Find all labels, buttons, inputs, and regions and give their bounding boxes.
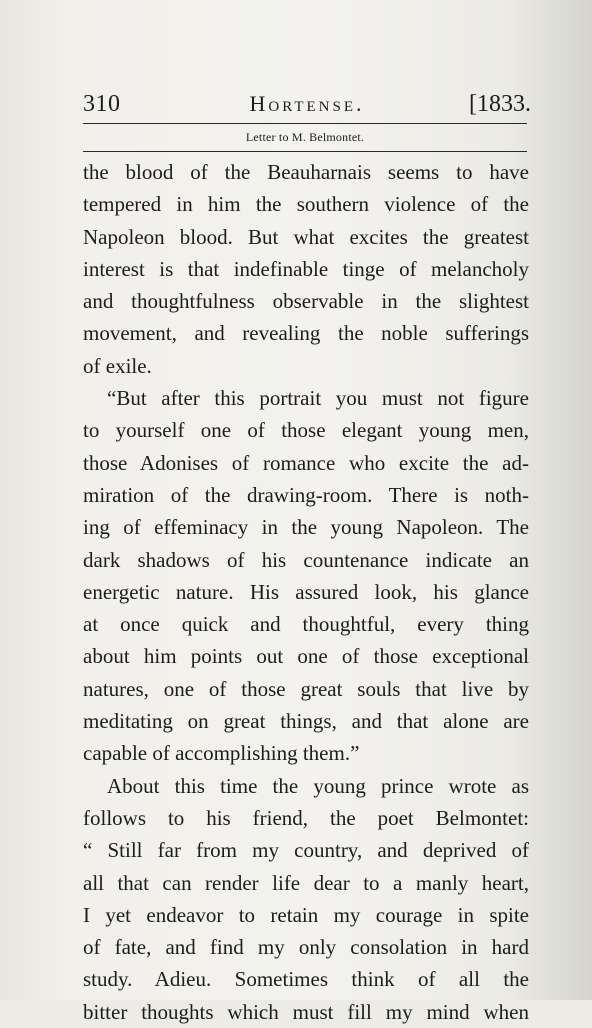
text-line: follows to his friend, the poet Belmontet: (83, 805, 529, 830)
text-line: those Adonises of romance who excite the ad- (83, 450, 529, 475)
text-line: all that can render life dear to a manly heart, (83, 870, 529, 895)
text-line: interest is that indefinable tinge of melancholy (83, 256, 529, 281)
text-line: About this time the young prince wrote as (107, 773, 529, 798)
page-header (83, 91, 531, 121)
text-line: at once quick and thoughtful, every thing (83, 612, 529, 637)
header-rule-top (83, 123, 527, 124)
text-line: tempered in him the southern violence of the (83, 192, 529, 217)
text-line: of exile. (83, 353, 152, 378)
text-line: the blood of the Beauharnais seems to have (83, 160, 529, 184)
page-number: 310 (83, 91, 121, 117)
text-line: meditating on great things, and that alone are (83, 709, 529, 734)
header-rule-bottom (83, 151, 527, 152)
text-line: dark shadows of his countenance indicate an (83, 547, 529, 572)
text-line: energetic nature. His assured look, his glance (83, 579, 529, 604)
body-text (83, 156, 529, 1028)
running-title: Hortense. (249, 91, 365, 116)
text-line: movement, and revealing the noble sufferings (83, 321, 529, 346)
text-line: study. Adieu. Sometimes think of all the (83, 967, 529, 992)
text-line: natures, one of those great souls that live by (83, 676, 529, 701)
text-line: “ Still far from my country, and deprived of (83, 838, 529, 863)
text-line: about him points out one of those exceptional (83, 644, 529, 669)
text-line: and thoughtfulness observable in the slightest (83, 289, 529, 314)
text-line: “But after this portrait you must not figure (107, 386, 529, 411)
section-heading: Letter to M. Belmontet. (245, 130, 365, 144)
text-line: bitter thoughts which must fill my mind when (83, 999, 529, 1024)
text-line: Napoleon blood. But what excites the greatest (83, 224, 529, 249)
text-line: ing of effeminacy in the young Napoleon. The (83, 515, 529, 540)
text-line: I yet endeavor to retain my courage in spite (83, 902, 529, 927)
text-line: capable of accomplishing them.” (83, 741, 360, 766)
text-line: miration of the drawing-room. There is noth- (83, 482, 529, 507)
text-line: to yourself one of those elegant young men, (83, 418, 529, 443)
header-year: [1833. (469, 91, 531, 117)
text-line: of fate, and find my only consolation in hard (83, 935, 529, 960)
